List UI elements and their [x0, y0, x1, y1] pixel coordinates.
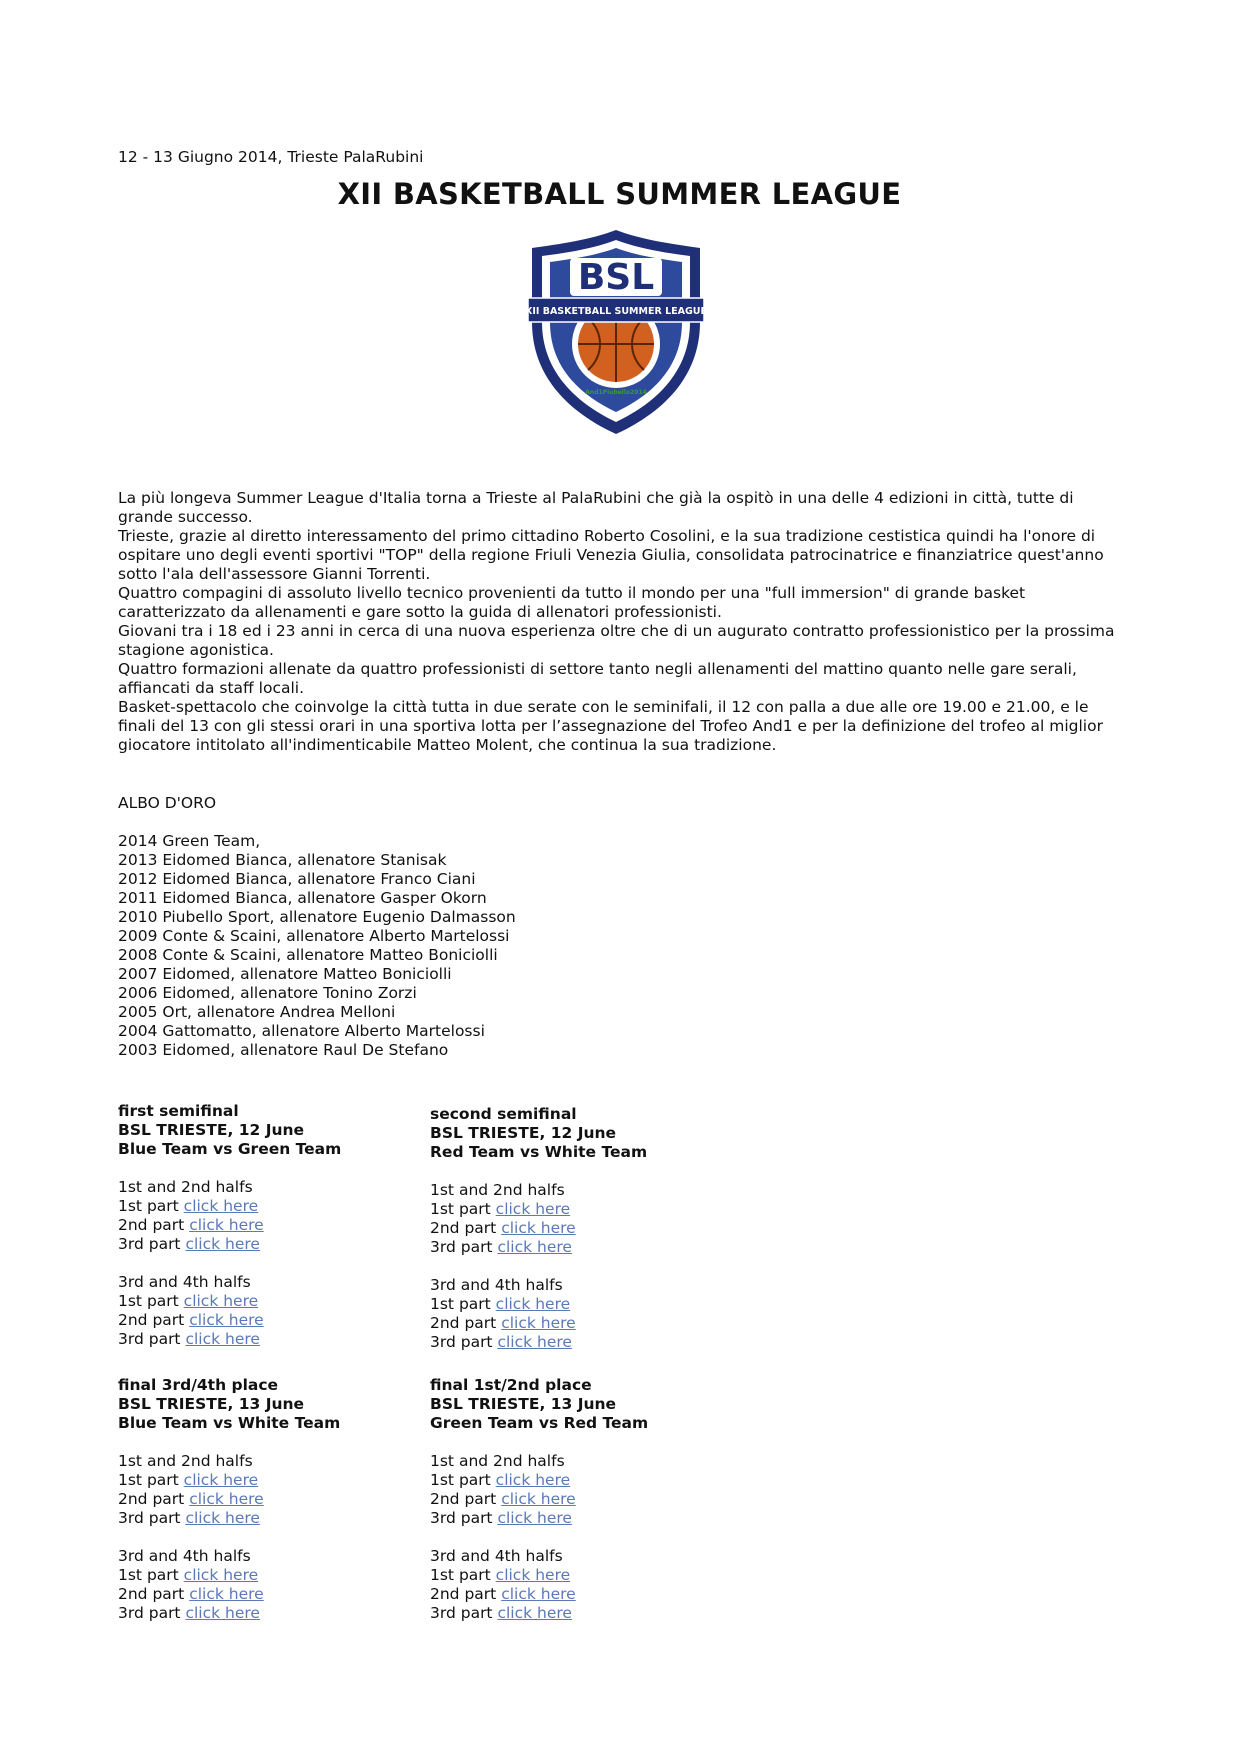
group-label: 3rd and 4th halfs [430, 1547, 563, 1565]
game-name: final 3rd/4th place [118, 1376, 279, 1394]
logo-banner: XII BASKETBALL SUMMER LEAGUE [525, 306, 707, 317]
part-row: 2nd part click here [118, 1490, 264, 1508]
part-row: 1st part click here [118, 1566, 259, 1584]
video-link[interactable]: click here [501, 1219, 576, 1237]
part-row: 3rd part click here [430, 1333, 572, 1351]
part-row: 2nd part click here [430, 1314, 576, 1332]
game-block-final-3rd-4th [118, 1376, 418, 1623]
video-link[interactable]: click here [189, 1216, 264, 1234]
logo-letters: BSL [577, 257, 655, 298]
part-row: 3rd part click here [118, 1509, 260, 1527]
video-link[interactable]: click here [189, 1585, 264, 1603]
part-row: 3rd part click here [118, 1330, 260, 1348]
group-label: 1st and 2nd halfs [430, 1452, 565, 1470]
game-block-first-semifinal [118, 1102, 418, 1349]
game-venue: BSL TRIESTE, 12 June [118, 1121, 305, 1139]
part-row: 2nd part click here [430, 1490, 576, 1508]
video-link[interactable]: click here [185, 1509, 260, 1527]
part-row: 3rd part click here [430, 1238, 572, 1256]
video-link[interactable]: click here [183, 1471, 259, 1489]
intro-paragraph: Trieste, grazie al diretto interessamento del primo cittadino Roberto Cosolini, e la sua tradizione cestistica quindi ha l'onore di ospitare uno degli eventi sportivi "TOP" della regione Friuli Venezia Giulia, consolidata patrocinatrice e finanziatrice quest'anno sotto l'ala dell'assessore Gianni Torrenti. [118, 527, 1104, 583]
game-match: Green Team vs Red Team [430, 1414, 649, 1432]
video-link[interactable]: click here [185, 1330, 260, 1348]
video-link[interactable]: click here [501, 1314, 576, 1332]
group-label: 1st and 2nd halfs [118, 1452, 253, 1470]
part-row: 2nd part click here [430, 1219, 576, 1237]
game-name: second semifinal [430, 1105, 577, 1123]
video-link[interactable]: click here [497, 1604, 572, 1622]
game-match: Blue Team vs White Team [118, 1414, 341, 1432]
group-label: 3rd and 4th halfs [430, 1276, 563, 1294]
part-row: 1st part click here [430, 1200, 571, 1218]
albo-item: 2005 Ort, allenatore Andrea Melloni [118, 1003, 396, 1021]
albo-item: 2013 Eidomed Bianca, allenatore Stanisak [118, 851, 447, 869]
part-row: 2nd part click here [118, 1311, 264, 1329]
albo-item: 2007 Eidomed, allenatore Matteo Boniciolli [118, 965, 452, 983]
part-row: 3rd part click here [118, 1604, 260, 1622]
bsl-logo [524, 226, 708, 438]
game-block-second-semifinal [430, 1105, 730, 1352]
albo-item: 2006 Eidomed, allenatore Tonino Zorzi [118, 984, 417, 1002]
video-link[interactable]: click here [189, 1311, 264, 1329]
video-link[interactable]: click here [183, 1292, 259, 1310]
part-row: 1st part click here [118, 1292, 259, 1310]
albo-heading: ALBO D'ORO [118, 794, 217, 812]
group-label: 1st and 2nd halfs [118, 1178, 253, 1196]
game-match: Blue Team vs Green Team [118, 1140, 342, 1158]
intro-paragraph: La più longeva Summer League d'Italia torna a Trieste al PalaRubini che già la ospitò in una delle 4 edizioni in città, tutte di grande successo. [118, 489, 1074, 526]
video-link[interactable]: click here [183, 1566, 259, 1584]
video-link[interactable]: click here [497, 1333, 572, 1351]
albo-item: 2014 Green Team, [118, 832, 261, 850]
game-match: Red Team vs White Team [430, 1143, 648, 1161]
part-row: 1st part click here [430, 1295, 571, 1313]
video-link[interactable]: click here [495, 1295, 571, 1313]
video-link[interactable]: click here [497, 1509, 572, 1527]
video-link[interactable]: click here [497, 1238, 572, 1256]
part-row: 3rd part click here [118, 1235, 260, 1253]
intro-text [118, 489, 1128, 755]
video-link[interactable]: click here [183, 1197, 259, 1215]
albo-item: 2008 Conte & Scaini, allenatore Matteo Boniciolli [118, 946, 498, 964]
group-label: 1st and 2nd halfs [430, 1181, 565, 1199]
albo-item: 2009 Conte & Scaini, allenatore Alberto Martelossi [118, 927, 510, 945]
game-name: first semifinal [118, 1102, 239, 1120]
albo-list [118, 832, 516, 1060]
game-venue: BSL TRIESTE, 13 June [118, 1395, 305, 1413]
part-row: 1st part click here [430, 1566, 571, 1584]
intro-paragraph: Quattro formazioni allenate da quattro professionisti di settore tanto negli allenamenti del mattino quanto nelle gare serali, affiancati da staff locali. [118, 660, 1077, 697]
intro-paragraph: Giovani tra i 18 ed i 23 anni in cerca di una nuova esperienza oltre che di un augurato contratto professionistico per la prossima stagione agonistica. [118, 622, 1115, 659]
video-link[interactable]: click here [495, 1471, 571, 1489]
part-row: 1st part click here [118, 1471, 259, 1489]
intro-paragraph: Quattro compagini di assoluto livello tecnico provenienti da tutto il mondo per una "full immersion" di grande basket caratterizzato da allenamenti e gare sotto la guida di allenatori professionisti. [118, 584, 1026, 621]
albo-item: 2004 Gattomatto, allenatore Alberto Martelossi [118, 1022, 485, 1040]
video-link[interactable]: click here [185, 1235, 260, 1253]
video-link[interactable]: click here [189, 1490, 264, 1508]
intro-paragraph: Basket-spettacolo che coinvolge la città tutta in due serate con le seminifali, il 12 con palla a due alle ore 19.00 e 21.00, e le finali del 13 con gli stessi orari in una sportiva lotta per l’assegnazione del Trofeo And1 e per la definizione del trofeo al miglior giocatore intitolato all'indimenticabile Matteo Molent, che continua la sua tradizione. [118, 698, 1103, 754]
event-date-location: 12 - 13 Giugno 2014, Trieste PalaRubini [118, 148, 424, 166]
game-venue: BSL TRIESTE, 13 June [430, 1395, 617, 1413]
group-label: 3rd and 4th halfs [118, 1273, 251, 1291]
part-row: 2nd part click here [118, 1216, 264, 1234]
page-title: XII BASKETBALL SUMMER LEAGUE [337, 177, 902, 211]
part-row: 3rd part click here [430, 1509, 572, 1527]
game-venue: BSL TRIESTE, 12 June [430, 1124, 617, 1142]
part-row: 2nd part click here [118, 1585, 264, 1603]
part-row: 2nd part click here [430, 1585, 576, 1603]
game-name: final 1st/2nd place [430, 1376, 592, 1394]
part-row: 1st part click here [118, 1197, 259, 1215]
albo-item: 2010 Piubello Sport, allenatore Eugenio Dalmasson [118, 908, 516, 926]
albo-item: 2012 Eidomed Bianca, allenatore Franco Ciani [118, 870, 476, 888]
part-row: 3rd part click here [430, 1604, 572, 1622]
part-row: 1st part click here [430, 1471, 571, 1489]
video-link[interactable]: click here [501, 1585, 576, 1603]
albo-item: 2011 Eidomed Bianca, allenatore Gasper Okorn [118, 889, 487, 907]
game-block-final-1st-2nd [430, 1376, 730, 1623]
albo-item: 2003 Eidomed, allenatore Raul De Stefano [118, 1041, 449, 1059]
video-link[interactable]: click here [495, 1200, 571, 1218]
video-link[interactable]: click here [495, 1566, 571, 1584]
video-link[interactable]: click here [501, 1490, 576, 1508]
group-label: 3rd and 4th halfs [118, 1547, 251, 1565]
video-link[interactable]: click here [185, 1604, 260, 1622]
logo-sponsor: And1Piubello2014 [585, 389, 647, 396]
